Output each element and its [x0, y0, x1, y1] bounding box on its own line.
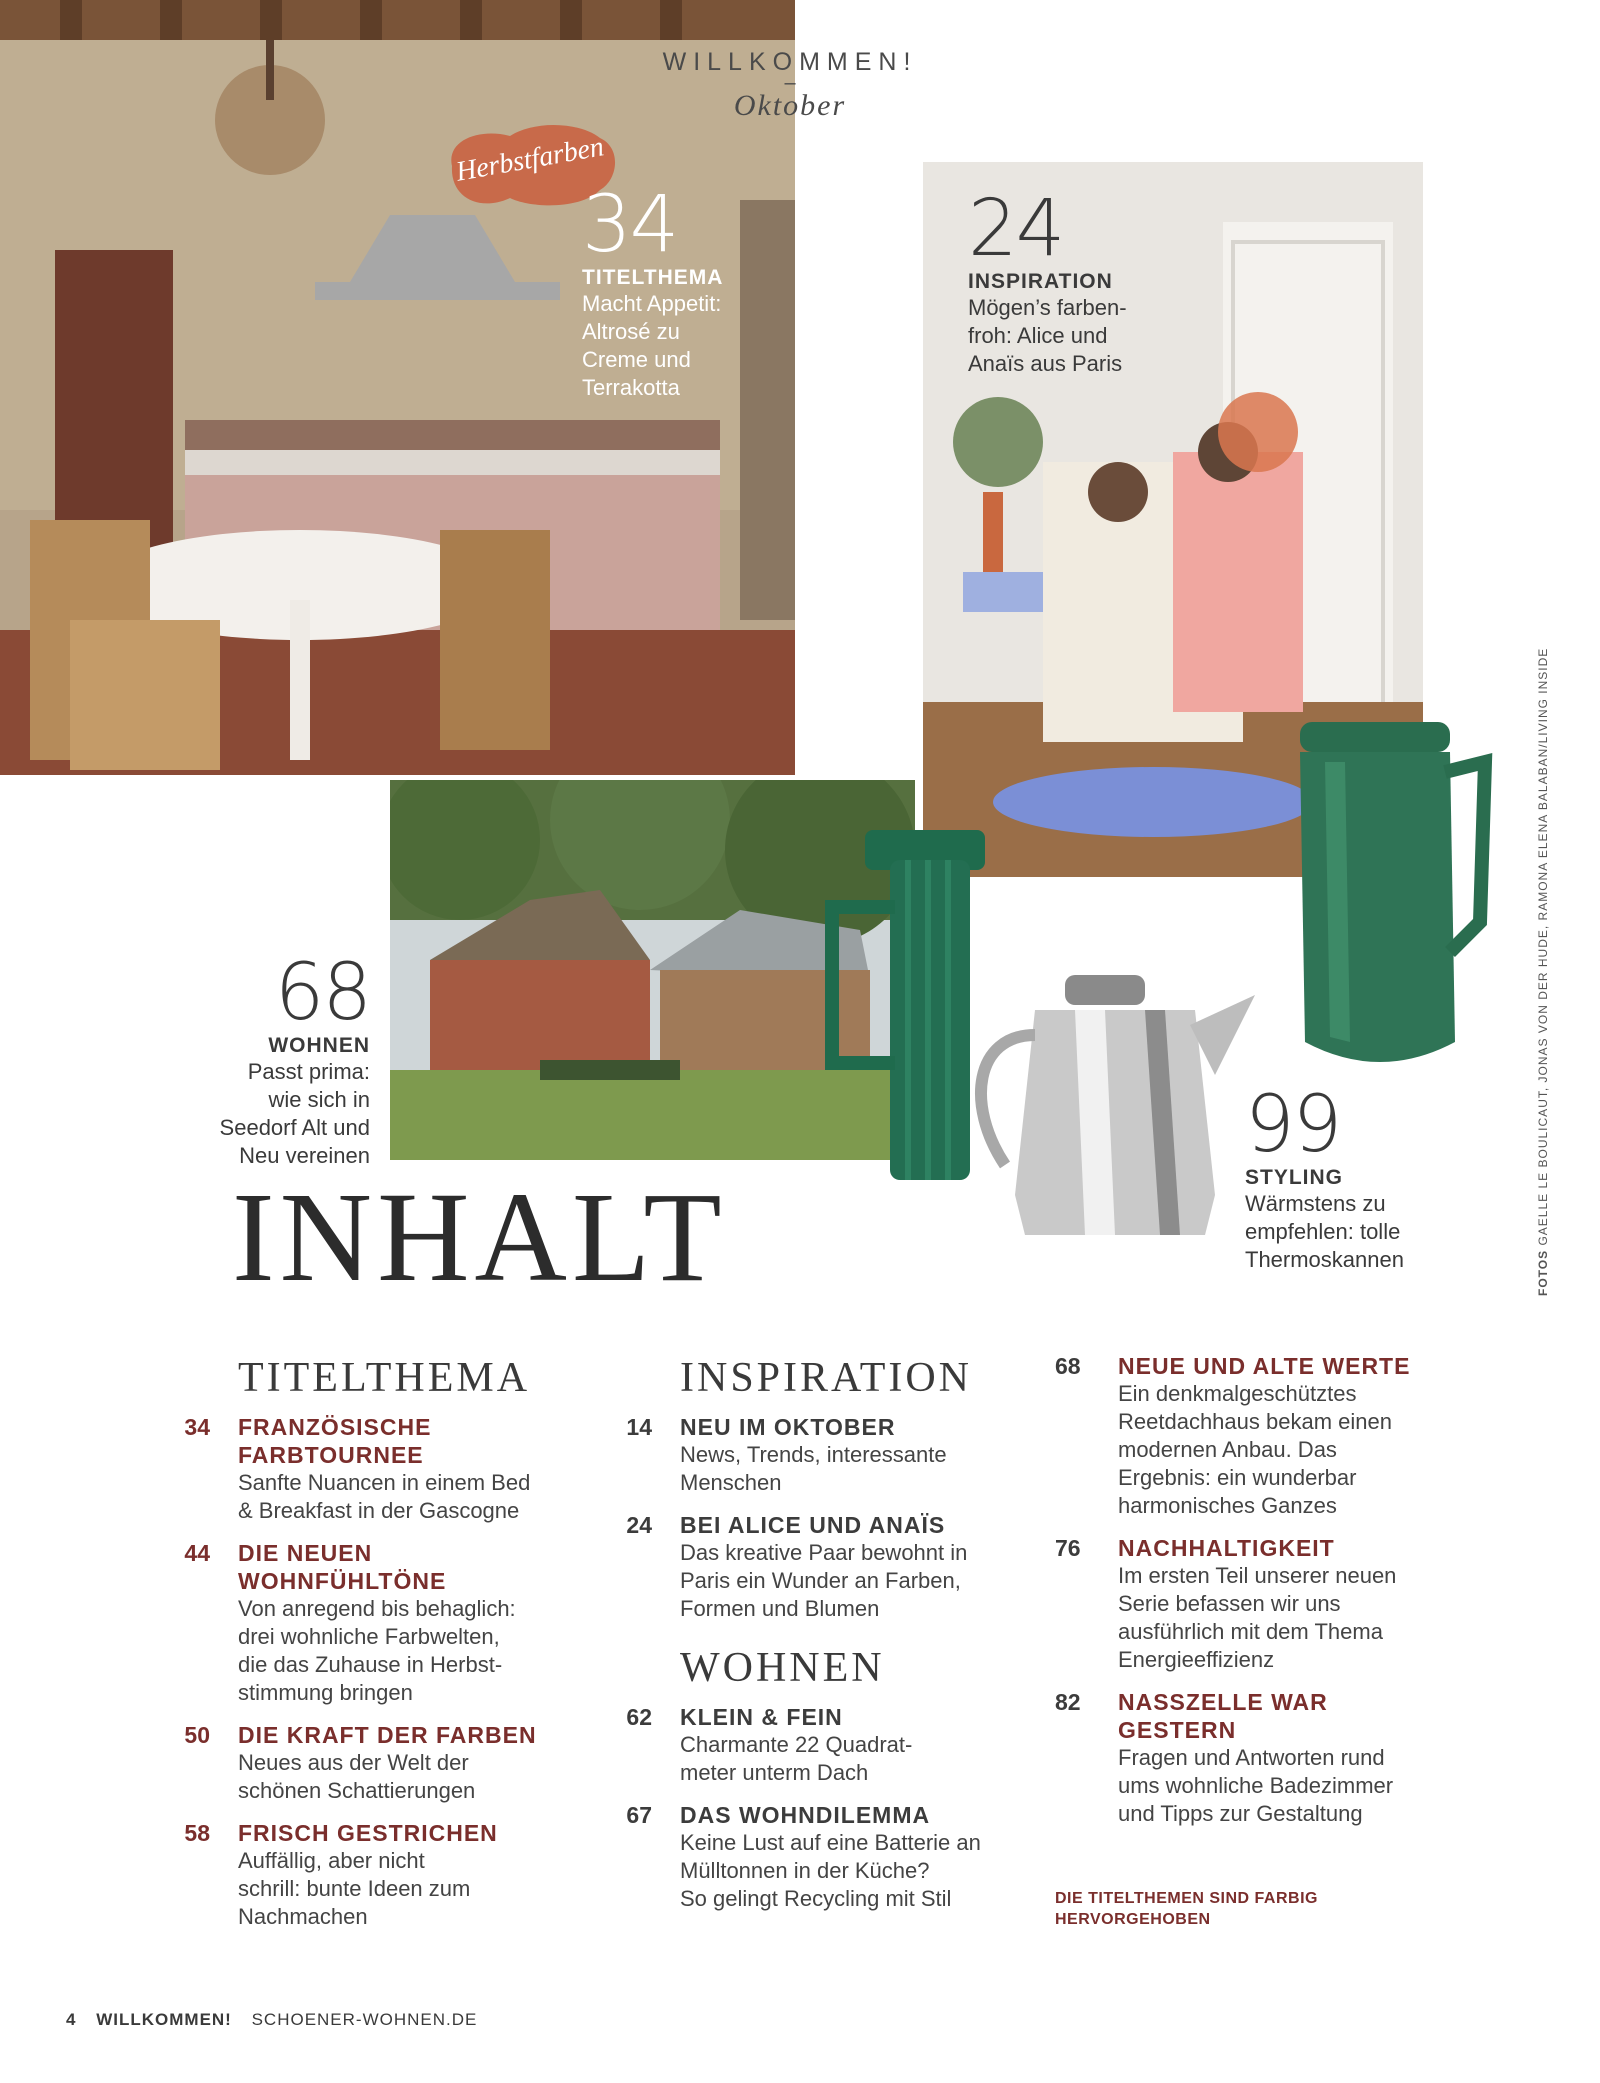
toc-page-number: 82: [1055, 1689, 1081, 1715]
toc-entry-title: NASSZELLE WAR GESTERN: [1118, 1689, 1328, 1743]
section-heading-inspiration: INSPIRATION: [680, 1355, 973, 1401]
toc-entry-title: FRISCH GESTRICHEN: [238, 1820, 498, 1846]
credits-names: GAELLE LE BOULICAUT, JONAS VON DER HUDE, RAMONA ELENA BALABAN/LIVING INSIDE: [1536, 647, 1550, 1246]
section-heading-titelthema: TITELTHEMA: [238, 1355, 531, 1401]
toc-entry-title: FRANZÖSISCHE FARBTOURNEE: [238, 1414, 432, 1468]
toc-entry[interactable]: [1055, 1352, 1485, 1520]
magazine-section-label: WILLKOMMEN!: [662, 48, 918, 76]
toc-entry-description: Von anregend bis behaglich: drei wohnliche Farbwelten, die das Zuhause in Herbst- stimmung bringen: [238, 1596, 516, 1705]
section-heading-wohnen: WOHNEN: [680, 1645, 885, 1691]
toc-column-inspiration: [615, 1355, 1035, 1927]
toc-page-number: 50: [184, 1722, 210, 1748]
toc-entry[interactable]: [615, 1703, 1035, 1787]
footer-section-label: WILLKOMMEN!: [96, 2010, 232, 2029]
toc-entry-title: KLEIN & FEIN: [680, 1704, 843, 1730]
toc-page-number: 68: [1055, 1353, 1081, 1379]
toc-column-right: [1055, 1352, 1485, 1842]
toc-entry-title: DIE NEUEN WOHNFÜHLTÖNE: [238, 1540, 447, 1594]
toc-page-number: 67: [626, 1802, 652, 1828]
credits-label: FOTOS: [1536, 1249, 1550, 1296]
toc-entry-description: Auffällig, aber nicht schrill: bunte Ideen zum Nachmachen: [238, 1848, 471, 1929]
toc-entry[interactable]: [615, 1413, 1035, 1497]
footer-website[interactable]: SCHOENER-WOHNEN.DE: [251, 2010, 478, 2029]
toc-page-number: 14: [626, 1414, 652, 1440]
teaser-kicker: INSPIRATION: [968, 270, 1113, 293]
toc-entry[interactable]: [173, 1539, 593, 1707]
teaser-text: Wärmstens zu empfehlen: tolle Thermoskannen: [1245, 1191, 1404, 1272]
toc-entry-description: Das kreative Paar bewohnt in Paris ein Wunder an Farben, Formen und Blumen: [680, 1540, 968, 1621]
teaser-inspiration[interactable]: [968, 184, 1127, 378]
toc-entry-description: Neues aus der Welt der schönen Schattierungen: [238, 1750, 476, 1803]
teaser-titelthema[interactable]: [582, 180, 724, 402]
toc-entry-description: Ein denkmalgeschütztes Reetdachhaus bekam einen modernen Anbau. Das Ergebnis: ein wunderbar harmonisches Ganzes: [1118, 1381, 1392, 1518]
toc-entry[interactable]: [1055, 1534, 1485, 1674]
teaser-kicker: WOHNEN: [268, 1034, 370, 1057]
thermos-green-smooth: [1285, 722, 1495, 1077]
toc-entry-description: Sanfte Nuancen in einem Bed & Breakfast in der Gascogne: [238, 1470, 531, 1523]
toc-entry-title: BEI ALICE UND ANAÏS: [680, 1512, 946, 1538]
header-dash: –: [784, 72, 796, 94]
toc-entry[interactable]: [173, 1819, 593, 1931]
page-header: [640, 48, 940, 123]
toc-entry-description: Im ersten Teil unserer neuen Serie befassen wir uns ausführlich mit dem Thema Energieeffizienz: [1118, 1563, 1397, 1672]
issue-month: Oktober: [733, 89, 847, 122]
toc-entry-title: NACHHALTIGKEIT: [1118, 1535, 1335, 1561]
toc-entry-description: News, Trends, interessante Menschen: [680, 1442, 947, 1495]
toc-column-titelthema: [173, 1355, 593, 1945]
toc-entry-title: NEUE UND ALTE WERTE: [1118, 1353, 1411, 1379]
page-number: 4: [66, 2010, 77, 2029]
teaser-kicker: STYLING: [1245, 1166, 1344, 1189]
teaser-page-number: 24: [968, 184, 1064, 274]
toc-entry[interactable]: [173, 1413, 593, 1525]
teaser-text: Passt prima: wie sich in Seedorf Alt und Neu vereinen: [219, 1059, 370, 1168]
teaser-page-number: 68: [274, 948, 370, 1038]
teaser-text: Macht Appetit: Altrosé zu Creme und Terrakotta: [582, 291, 722, 400]
toc-page-number: 62: [626, 1704, 652, 1730]
toc-entry-description: Keine Lust auf eine Batterie an Mülltonnen in der Küche? So gelingt Recycling mit Stil: [680, 1830, 981, 1911]
page-title: INHALT: [232, 1166, 727, 1308]
badge-label: Herbstfarben: [453, 131, 607, 188]
toc-entry-title: DIE KRAFT DER FARBEN: [238, 1722, 537, 1748]
toc-entry[interactable]: [173, 1721, 593, 1805]
page-footer: [66, 2010, 477, 2030]
teaser-wohnen[interactable]: [180, 948, 370, 1170]
teaser-styling[interactable]: [1245, 1080, 1404, 1274]
toc-page-number: 58: [184, 1820, 210, 1846]
teaser-page-number: 99: [1245, 1080, 1341, 1170]
toc-entry[interactable]: [1055, 1688, 1485, 1828]
toc-entry-title: NEU IM OKTOBER: [680, 1414, 896, 1440]
teaser-page-number: 34: [582, 180, 678, 270]
toc-page-number: 34: [184, 1414, 210, 1440]
toc-page-number: 44: [184, 1540, 210, 1566]
photo-credits: [1536, 647, 1558, 1296]
toc-entry-description: Fragen und Antworten rund ums wohnliche Badezimmer und Tipps zur Gestaltung: [1118, 1745, 1394, 1826]
teaser-kicker: TITELTHEMA: [582, 266, 724, 289]
toc-entry[interactable]: [615, 1801, 1035, 1913]
toc-page-number: 24: [626, 1512, 652, 1538]
teaser-text: Mögen’s farben- froh: Alice und Anaïs aus Paris: [968, 295, 1127, 376]
toc-entry-title: DAS WOHNDILEMMA: [680, 1802, 931, 1828]
thermos-steel: [965, 965, 1260, 1255]
cover-topics-note: DIE TITELTHEMEN SIND FARBIG HERVORGEHOBEN: [1055, 1890, 1318, 1928]
toc-entry[interactable]: [615, 1511, 1035, 1623]
toc-entry-description: Charmante 22 Quadrat- meter unterm Dach: [680, 1732, 913, 1785]
toc-page-number: 76: [1055, 1535, 1081, 1561]
